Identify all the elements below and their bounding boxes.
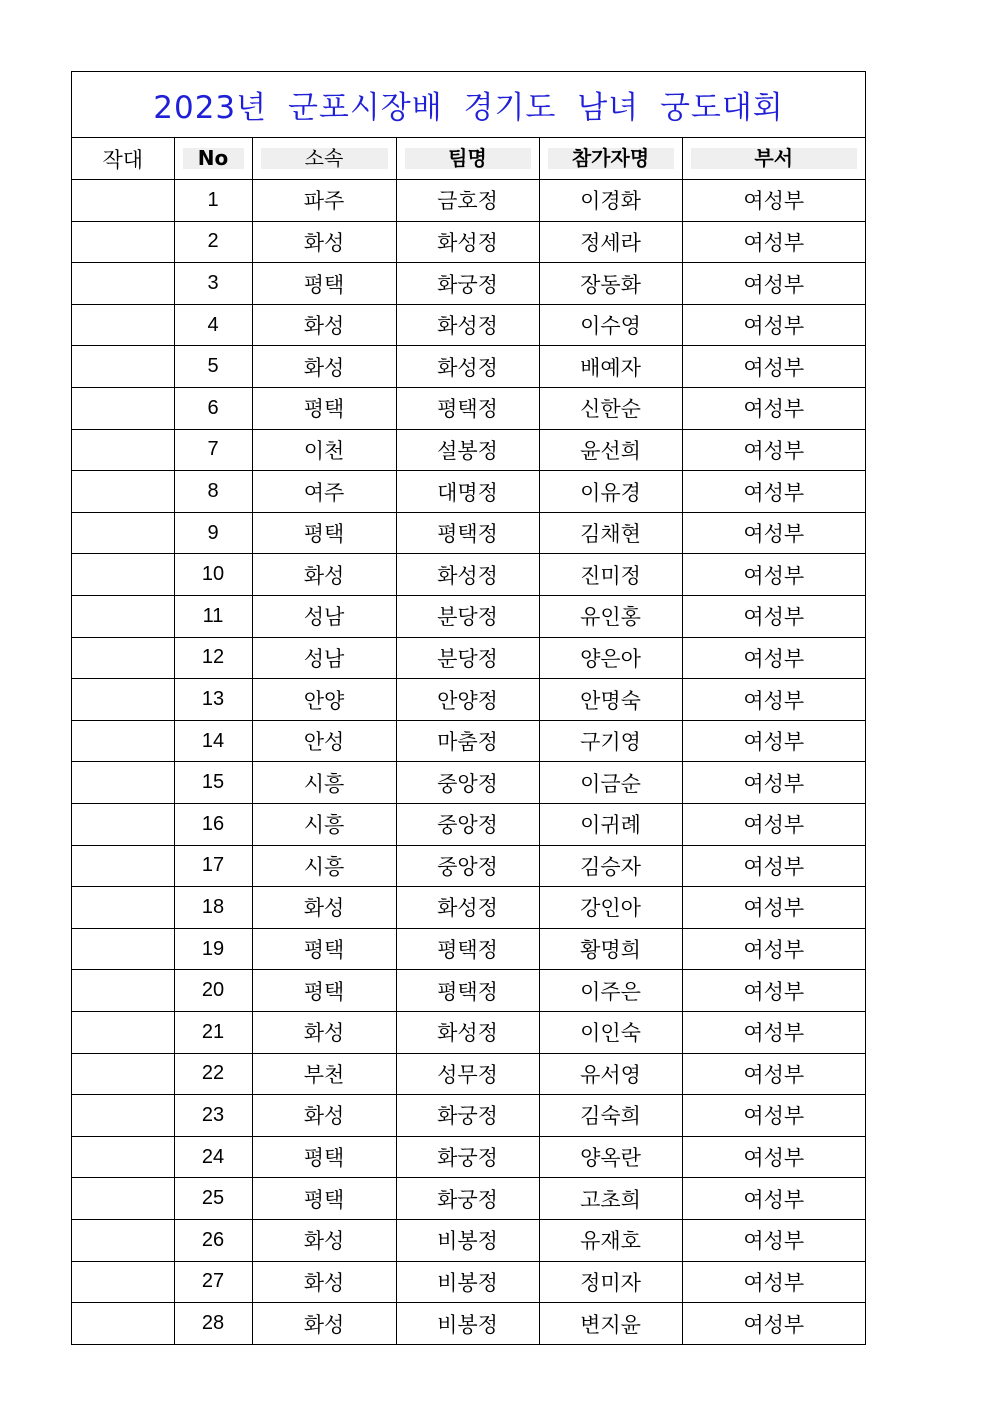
cell-jakdae bbox=[72, 762, 174, 804]
cell-sosok: 시흥 bbox=[252, 762, 396, 804]
header-name bbox=[539, 138, 682, 180]
table-row bbox=[72, 720, 865, 762]
cell-name: 정미자 bbox=[539, 1261, 682, 1303]
cell-jakdae bbox=[72, 1136, 174, 1178]
cell-jakdae bbox=[72, 180, 174, 222]
cell-sosok: 이천 bbox=[252, 429, 396, 471]
cell-jakdae bbox=[72, 720, 174, 762]
cell-no: 6 bbox=[174, 388, 252, 430]
cell-no: 22 bbox=[174, 1053, 252, 1095]
table-row bbox=[72, 637, 865, 679]
table-row bbox=[72, 346, 865, 388]
cell-jakdae bbox=[72, 845, 174, 887]
table-row bbox=[72, 1178, 865, 1220]
cell-no: 4 bbox=[174, 304, 252, 346]
cell-sosok: 화성 bbox=[252, 1011, 396, 1053]
cell-name: 양옥란 bbox=[539, 1136, 682, 1178]
cell-sosok: 부천 bbox=[252, 1053, 396, 1095]
cell-team: 화궁정 bbox=[396, 1178, 539, 1220]
cell-jakdae bbox=[72, 304, 174, 346]
cell-dept: 여성부 bbox=[682, 887, 865, 929]
header-no bbox=[174, 138, 252, 180]
cell-jakdae bbox=[72, 1303, 174, 1345]
table-body bbox=[72, 180, 865, 1345]
cell-name: 배예자 bbox=[539, 346, 682, 388]
cell-no: 25 bbox=[174, 1178, 252, 1220]
cell-team: 평택정 bbox=[396, 928, 539, 970]
cell-jakdae bbox=[72, 388, 174, 430]
header-name-label: 참가자명 bbox=[548, 148, 674, 169]
cell-dept: 여성부 bbox=[682, 679, 865, 721]
cell-dept: 여성부 bbox=[743, 1312, 805, 1337]
cell-team: 평택정 bbox=[396, 512, 539, 554]
cell-dept: 여성부 bbox=[682, 1261, 865, 1303]
cell-dept: 여성부 bbox=[682, 263, 865, 305]
header-no-label: No bbox=[183, 148, 244, 169]
cell-dept: 여성부 bbox=[682, 762, 865, 804]
cell-dept: 여성부 bbox=[682, 1011, 865, 1053]
cell-sosok: 평택 bbox=[252, 388, 396, 430]
cell-no: 23 bbox=[174, 1095, 252, 1137]
cell-no: 15 bbox=[174, 762, 252, 804]
participant-table bbox=[72, 138, 865, 1344]
cell-team: 비봉정 bbox=[396, 1219, 539, 1261]
table-row bbox=[72, 1095, 865, 1137]
cell-team: 비봉정 bbox=[396, 1303, 539, 1345]
cell-jakdae bbox=[72, 221, 174, 263]
table-row bbox=[72, 304, 865, 346]
cell-team: 분당정 bbox=[396, 637, 539, 679]
cell-name: 신한순 bbox=[539, 388, 682, 430]
cell-no: 8 bbox=[174, 471, 252, 513]
cell-sosok: 화성 bbox=[252, 554, 396, 596]
cell-dept: 여성부 bbox=[682, 720, 865, 762]
cell-team: 성무정 bbox=[396, 1053, 539, 1095]
cell-no: 10 bbox=[174, 554, 252, 596]
cell-no: 7 bbox=[174, 429, 252, 471]
table-row bbox=[72, 1303, 865, 1345]
cell-dept: 여성부 bbox=[682, 554, 865, 596]
table-row bbox=[72, 596, 865, 638]
cell-team: 대명정 bbox=[396, 471, 539, 513]
cell-sosok: 평택 bbox=[252, 928, 396, 970]
cell-name: 이주은 bbox=[539, 970, 682, 1012]
cell-team: 중앙정 bbox=[396, 762, 539, 804]
cell-jakdae bbox=[72, 887, 174, 929]
cell-dept: 여성부 bbox=[682, 471, 865, 513]
cell-dept: 여성부 bbox=[682, 346, 865, 388]
header-dept bbox=[682, 138, 865, 180]
cell-name: 김승자 bbox=[539, 845, 682, 887]
cell-sosok: 성남 bbox=[252, 596, 396, 638]
table-row bbox=[72, 1011, 865, 1053]
cell-dept: 여성부 bbox=[682, 221, 865, 263]
cell-team: 중앙정 bbox=[396, 804, 539, 846]
cell-name: 이수영 bbox=[539, 304, 682, 346]
cell-no: 26 bbox=[174, 1219, 252, 1261]
cell-jakdae bbox=[72, 637, 174, 679]
cell-no: 16 bbox=[174, 804, 252, 846]
cell-team: 평택정 bbox=[396, 388, 539, 430]
cell-dept: 여성부 bbox=[682, 1053, 865, 1095]
cell-sosok: 시흥 bbox=[252, 804, 396, 846]
cell-jakdae bbox=[72, 512, 174, 554]
cell-team: 마춤정 bbox=[396, 720, 539, 762]
cell-no: 2 bbox=[174, 221, 252, 263]
cell-jakdae bbox=[72, 263, 174, 305]
cell-name: 이금순 bbox=[539, 762, 682, 804]
cell-jakdae bbox=[72, 928, 174, 970]
table-row bbox=[72, 512, 865, 554]
cell-team: 화성정 bbox=[396, 554, 539, 596]
cell-name: 유인홍 bbox=[539, 596, 682, 638]
cell-team: 화성정 bbox=[396, 346, 539, 388]
cell-jakdae bbox=[72, 596, 174, 638]
cell-dept: 여성부 bbox=[682, 512, 865, 554]
table-row bbox=[72, 928, 865, 970]
cell-sosok: 화성 bbox=[252, 346, 396, 388]
cell-dept: 여성부 bbox=[682, 1178, 865, 1220]
cell-jakdae bbox=[72, 554, 174, 596]
header-sosok-label: 소속 bbox=[261, 148, 388, 169]
cell-dept: 여성부 bbox=[682, 388, 865, 430]
cell-sosok: 평택 bbox=[252, 1136, 396, 1178]
cell-team: 화궁정 bbox=[396, 1136, 539, 1178]
cell-no: 20 bbox=[174, 970, 252, 1012]
cell-team: 화성정 bbox=[396, 221, 539, 263]
cell-sosok: 평택 bbox=[252, 970, 396, 1012]
cell-sosok: 안양 bbox=[252, 679, 396, 721]
page-title: 2023년 군포시장배 경기도 남녀 궁도대회 bbox=[153, 90, 784, 126]
cell-dept: 여성부 bbox=[682, 845, 865, 887]
cell-team: 평택정 bbox=[396, 970, 539, 1012]
cell-name: 유재호 bbox=[539, 1219, 682, 1261]
table-row bbox=[72, 804, 865, 846]
cell-dept: 여성부 bbox=[682, 928, 865, 970]
cell-sosok: 안성 bbox=[252, 720, 396, 762]
cell-name: 진미정 bbox=[539, 554, 682, 596]
cell-name: 이경화 bbox=[539, 180, 682, 222]
cell-name: 김채현 bbox=[539, 512, 682, 554]
cell-team: 금호정 bbox=[396, 180, 539, 222]
cell-team: 비봉정 bbox=[396, 1261, 539, 1303]
table-row bbox=[72, 1136, 865, 1178]
header-sosok bbox=[252, 138, 396, 180]
cell-no: 17 bbox=[174, 845, 252, 887]
cell-jakdae bbox=[72, 1053, 174, 1095]
cell-name: 정세라 bbox=[539, 221, 682, 263]
cell-dept: 여성부 bbox=[682, 1219, 865, 1261]
cell-dept: 여성부 bbox=[682, 637, 865, 679]
cell-name: 고초희 bbox=[539, 1178, 682, 1220]
cell-team: 화성정 bbox=[396, 887, 539, 929]
cell-sosok: 파주 bbox=[252, 180, 396, 222]
table-row bbox=[72, 263, 865, 305]
cell-sosok: 시흥 bbox=[252, 845, 396, 887]
cell-sosok: 평택 bbox=[252, 263, 396, 305]
cell-team: 화궁정 bbox=[396, 1095, 539, 1137]
cell-name: 양은아 bbox=[539, 637, 682, 679]
cell-no: 12 bbox=[174, 637, 252, 679]
cell-name: 장동화 bbox=[539, 263, 682, 305]
cell-no: 13 bbox=[174, 679, 252, 721]
table-row bbox=[72, 221, 865, 263]
cell-sosok: 성남 bbox=[252, 637, 396, 679]
cell-name: 이인숙 bbox=[539, 1011, 682, 1053]
cell-name: 변지윤 bbox=[539, 1303, 682, 1345]
cell-no: 28 bbox=[174, 1303, 252, 1345]
cell-no: 21 bbox=[174, 1011, 252, 1053]
cell-sosok: 화성 bbox=[252, 1095, 396, 1137]
cell-team: 화성정 bbox=[396, 304, 539, 346]
cell-sosok: 평택 bbox=[252, 1178, 396, 1220]
cell-team: 화성정 bbox=[396, 1011, 539, 1053]
participant-sheet bbox=[71, 71, 866, 1345]
cell-name: 강인아 bbox=[539, 887, 682, 929]
cell-team: 안양정 bbox=[396, 679, 539, 721]
cell-jakdae bbox=[72, 1261, 174, 1303]
cell-dept: 여성부 bbox=[682, 1136, 865, 1178]
header-dept-label: 부서 bbox=[691, 148, 858, 169]
table-row bbox=[72, 679, 865, 721]
cell-dept: 여성부 bbox=[682, 1095, 865, 1137]
cell-team: 분당정 bbox=[396, 596, 539, 638]
cell-jakdae bbox=[72, 1219, 174, 1261]
cell-jakdae bbox=[72, 346, 174, 388]
cell-team: 화궁정 bbox=[396, 263, 539, 305]
table-row bbox=[72, 554, 865, 596]
cell-jakdae bbox=[72, 970, 174, 1012]
cell-sosok: 화성 bbox=[252, 304, 396, 346]
cell-jakdae bbox=[72, 804, 174, 846]
table-row bbox=[72, 845, 865, 887]
header-row bbox=[72, 138, 865, 180]
cell-name: 윤선희 bbox=[539, 429, 682, 471]
header-team bbox=[396, 138, 539, 180]
cell-sosok: 화성 bbox=[252, 1303, 396, 1345]
cell-name: 이귀례 bbox=[539, 804, 682, 846]
table-row bbox=[72, 429, 865, 471]
table-row bbox=[72, 180, 865, 222]
cell-no: 3 bbox=[174, 263, 252, 305]
cell-jakdae bbox=[72, 471, 174, 513]
cell-name: 김숙희 bbox=[539, 1095, 682, 1137]
cell-dept: 여성부 bbox=[682, 596, 865, 638]
cell-sosok: 평택 bbox=[252, 512, 396, 554]
cell-dept: 여성부 bbox=[682, 304, 865, 346]
cell-name: 안명숙 bbox=[539, 679, 682, 721]
cell-jakdae bbox=[72, 679, 174, 721]
table-row bbox=[72, 388, 865, 430]
cell-name: 유서영 bbox=[539, 1053, 682, 1095]
cell-no: 1 bbox=[174, 180, 252, 222]
cell-team: 중앙정 bbox=[396, 845, 539, 887]
cell-sosok: 여주 bbox=[252, 471, 396, 513]
cell-dept: 여성부 bbox=[682, 429, 865, 471]
cell-no: 14 bbox=[174, 720, 252, 762]
cell-no: 19 bbox=[174, 928, 252, 970]
cell-jakdae bbox=[72, 1011, 174, 1053]
cell-no: 18 bbox=[174, 887, 252, 929]
header-team-label: 팀명 bbox=[405, 148, 531, 169]
cell-no: 11 bbox=[174, 596, 252, 638]
table-row bbox=[72, 970, 865, 1012]
cell-name: 이유경 bbox=[539, 471, 682, 513]
table-row bbox=[72, 1261, 865, 1303]
table-row bbox=[72, 1053, 865, 1095]
cell-sosok: 화성 bbox=[252, 887, 396, 929]
cell-dept: 여성부 bbox=[682, 804, 865, 846]
cell-team: 설봉정 bbox=[396, 429, 539, 471]
table-row bbox=[72, 762, 865, 804]
cell-sosok: 화성 bbox=[252, 1219, 396, 1261]
title-row bbox=[72, 72, 865, 138]
cell-sosok: 화성 bbox=[252, 1261, 396, 1303]
cell-jakdae bbox=[72, 1095, 174, 1137]
cell-jakdae bbox=[72, 429, 174, 471]
cell-no: 24 bbox=[174, 1136, 252, 1178]
table-row bbox=[72, 887, 865, 929]
cell-jakdae bbox=[72, 1178, 174, 1220]
cell-no: 27 bbox=[174, 1261, 252, 1303]
header-jakdae: 작대 bbox=[72, 138, 174, 180]
cell-sosok: 화성 bbox=[252, 221, 396, 263]
table-row bbox=[72, 471, 865, 513]
table-row bbox=[72, 1219, 865, 1261]
cell-name: 황명희 bbox=[539, 928, 682, 970]
cell-name: 구기영 bbox=[539, 720, 682, 762]
cell-dept: 여성부 bbox=[682, 180, 865, 222]
cell-no: 9 bbox=[174, 512, 252, 554]
cell-dept: 여성부 bbox=[682, 970, 865, 1012]
cell-no: 5 bbox=[174, 346, 252, 388]
